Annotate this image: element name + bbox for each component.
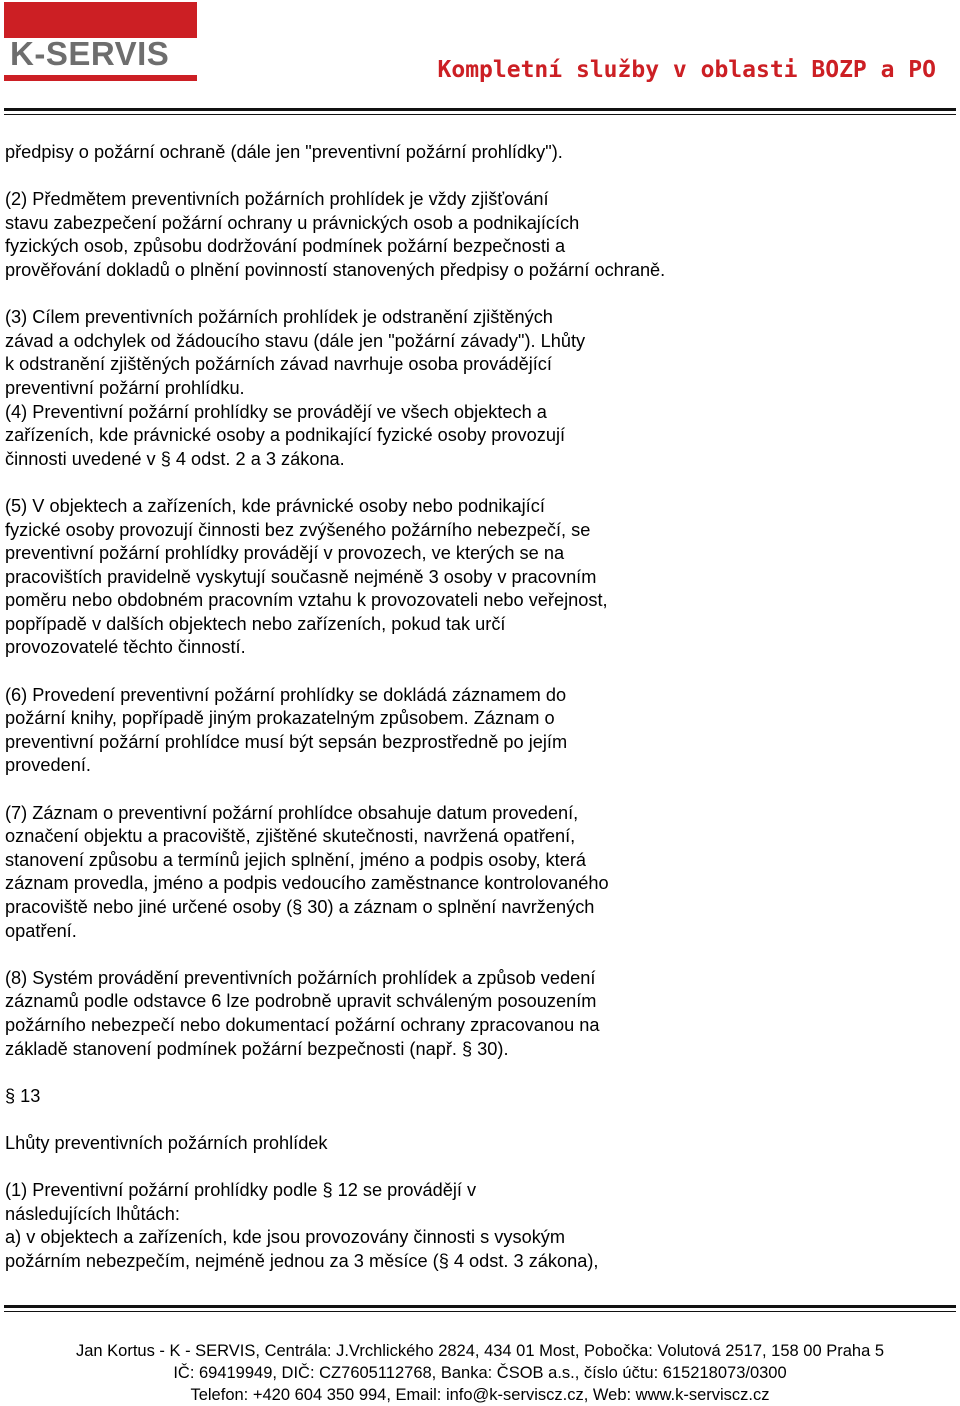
footer-divider-thin bbox=[4, 1311, 956, 1312]
header-divider-thin bbox=[4, 114, 956, 115]
section-title: Lhůty preventivních požárních prohlídek bbox=[5, 1132, 328, 1153]
header-divider-thick bbox=[4, 108, 956, 111]
footer-company-ids: IČ: 69419949, DIČ: CZ7605112768, Banka: ČSOB a.s., číslo účtu: 615218073/0300 bbox=[173, 1364, 787, 1382]
paragraph-3: (3) Cílem preventivních požárních prohlídek je odstranění zjištěných závad a odchylek od žádoucího stavu (dále jen "požární závady"). Lhůty k odstranění zjištěných požárních závad navrhuje osoba provádějící preventivní požární prohlídku. bbox=[5, 307, 586, 398]
section-number: § 13 bbox=[5, 1085, 41, 1106]
footer-contacts: Telefon: +420 604 350 994, Email: info@k-serviscz.cz, Web: www.k-serviscz.cz bbox=[190, 1386, 770, 1404]
paragraph-4: (4) Preventivní požární prohlídky se provádějí ve všech objektech a zařízeních, kde právnické osoby a podnikající fyzické osoby provozují činnosti uvedené v § 4 odst. 2 a 3 zákona. bbox=[5, 401, 566, 469]
company-logo bbox=[4, 2, 197, 81]
paragraph-5: (5) V objektech a zařízeních, kde právnické osoby nebo podnikající fyzické osoby provozují činnosti bez zvýšeného požárního nebezpečí, se preventivní požární prohlídky provádějí v provozech, ve kterých se na pracovištích pravidelně vyskytují současně nejméně 3 osoby v pracovním poměru nebo obdobném pracovním vztahu k provozovateli nebo veřejnost, popřípadě v dalších objektech nebo zařízeních, pokud tak určí provozovatelé těchto činností. bbox=[5, 495, 608, 658]
logo-text: K-SERVIS bbox=[10, 35, 170, 72]
footer-address: Jan Kortus - K - SERVIS, Centrála: J.Vrchlického 2824, 434 01 Most, Pobočka: Volutová 2517, 158 00 Praha 5 bbox=[75, 1342, 885, 1360]
footer-divider-thick bbox=[4, 1305, 956, 1308]
paragraph-8: (8) Systém provádění preventivních požárních prohlídek a způsob vedení záznamů podle odstavce 6 lze podrobně upravit schváleným posouzením požárního nebezpečí nebo dokumentací požární ochrany zpracovanou na základě stanovení podmínek požární bezpečnosti (např. § 30). bbox=[5, 967, 600, 1059]
paragraph-intro: předpisy o požární ochraně (dále jen "preventivní požární prohlídky"). bbox=[5, 142, 563, 162]
logo-bottom-bar bbox=[4, 75, 197, 81]
paragraph-6: (6) Provedení preventivní požární prohlídky se dokládá záznamem do požární knihy, popřípadě jiným prokazatelným způsobem. Záznam o preventivní požární prohlídce musí být sepsán bezprostředně po jejím provedení. bbox=[5, 684, 568, 776]
paragraph-2: (2) Předmětem preventivních požárních prohlídek je vždy zjišťování stavu zabezpečení požární ochrany u právnických osob a podnikajících fyzických osob, způsobu dodržování podmínek požární bezpečnosti a prověřování dokladů o plnění povinností stanovených předpisy o požární ochraně. bbox=[5, 189, 666, 280]
header-tagline: Kompletní služby v oblasti BOZP a PO bbox=[437, 57, 936, 83]
page-footer bbox=[0, 1340, 960, 1406]
logo-top-bar bbox=[4, 2, 197, 38]
paragraph-7: (7) Záznam o preventivní požární prohlídce obsahuje datum provedení, označení objektu a pracoviště, zjištěné skutečnosti, navržená opatření, stanovení způsobu a termínů jejich splnění, jméno a podpis osoby, která záznam provedla, jméno a podpis vedoucího zaměstnance kontrolovaného pracoviště nebo jiné určené osoby (§ 30) a záznam o splnění navržených opatření. bbox=[5, 802, 609, 941]
document-body bbox=[5, 141, 945, 1274]
paragraph-9: (1) Preventivní požární prohlídky podle § 12 se provádějí v následujících lhůtách: a) v objektech a zařízeních, kde jsou provozovány činnosti s vysokým požárním nebezpečím, nejméně jednou za 3 měsíce (§ 4 odst. 3 zákona), bbox=[5, 1180, 599, 1271]
